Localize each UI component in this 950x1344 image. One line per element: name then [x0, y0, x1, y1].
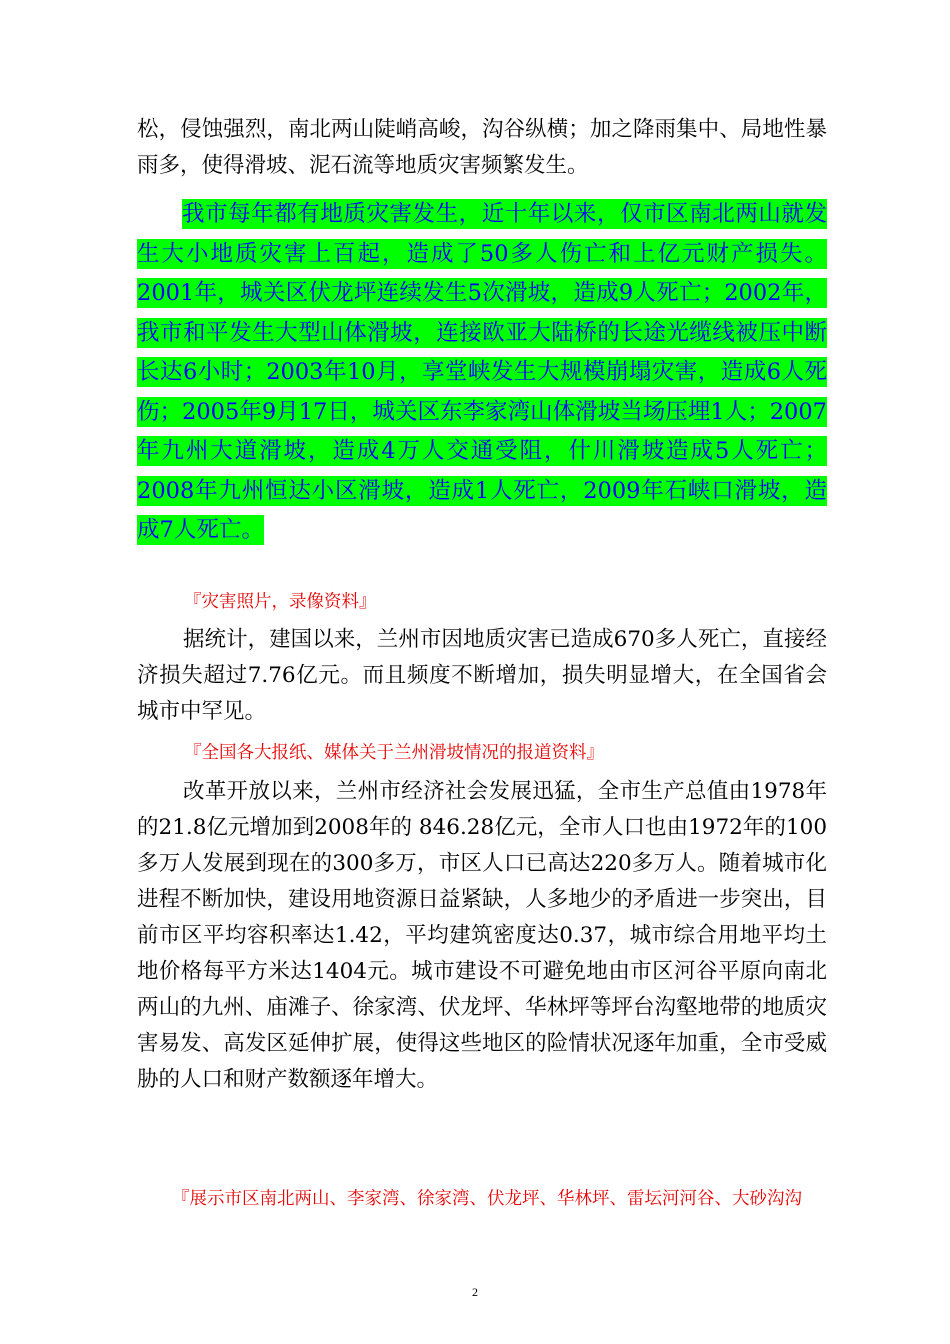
paragraph-urban-development: 改革开放以来，兰州市经济社会发展迅猛，全市生产总值由1978年的21.8亿元增加到2008年的 846.28亿元，全市人口也由1972年的100多万人发展到现在的300多万，市区人口已高达220多万人。随着城市化进程不断加快，建设用地资源日益紧缺，人多地少的矛盾进一步突出，目前市区平均容积率达1.42，平均建筑密度达0.37，城市综合用地平均土地价格每平方米达1404元。城市建设不可避免地由市区河谷平原向南北两山的九州、庙滩子、徐家湾、伏龙坪、华林坪等坪台沟壑地带的地质灾害易发、高发区延伸扩展，使得这些地区的险情状况逐年加重，全市受威胁的人口和财产数额逐年增大。	[137, 779, 827, 1092]
paragraph-continuation: 松，侵蚀强烈，南北两山陡峭高峻，沟谷纵横；加之降雨集中、局地性暴雨多，使得滑坡、泥石流等地质灾害频繁发生。	[137, 117, 827, 178]
note-disaster-photos: 『灾害照片，录像资料』	[184, 591, 377, 611]
highlighted-paragraph-disasters	[137, 195, 827, 551]
note-media-reports: 『全国各大报纸、媒体关于兰州滑坡情况的报道资料』	[184, 742, 604, 762]
highlighted-text: 我市每年都有地质灾害发生，近十年以来，仅市区南北两山就发生大小地质灾害上百起，造成了50多人伤亡和上亿元财产损失。2001年，城关区伏龙坪连续发生5次滑坡，造成9人死亡；2002年，我市和平发生大型山体滑坡，连接欧亚大陆桥的长途光缆线被压中断长达6小时；2003年10月，享堂峡发生大规模崩塌灾害，造成6人死伤；2005年9月17日，城关区东李家湾山体滑坡当场压埋1人；2007年九州大道滑坡，造成4万人交通受阻，什川滑坡造成5人死亡；2008年九州恒达小区滑坡，造成1人死亡，2009年石峡口滑坡，造成7人死亡。	[137, 201, 827, 543]
page-number: 2	[472, 1285, 478, 1299]
note-show-areas: 『展示市区南北两山、李家湾、徐家湾、伏龙坪、华林坪、雷坛河河谷、大砂沟沟	[172, 1188, 802, 1208]
paragraph-statistics: 据统计，建国以来，兰州市因地质灾害已造成670多人死亡，直接经济损失超过7.76亿元。而且频度不断增加，损失明显增大，在全国省会城市中罕见。	[137, 627, 827, 724]
